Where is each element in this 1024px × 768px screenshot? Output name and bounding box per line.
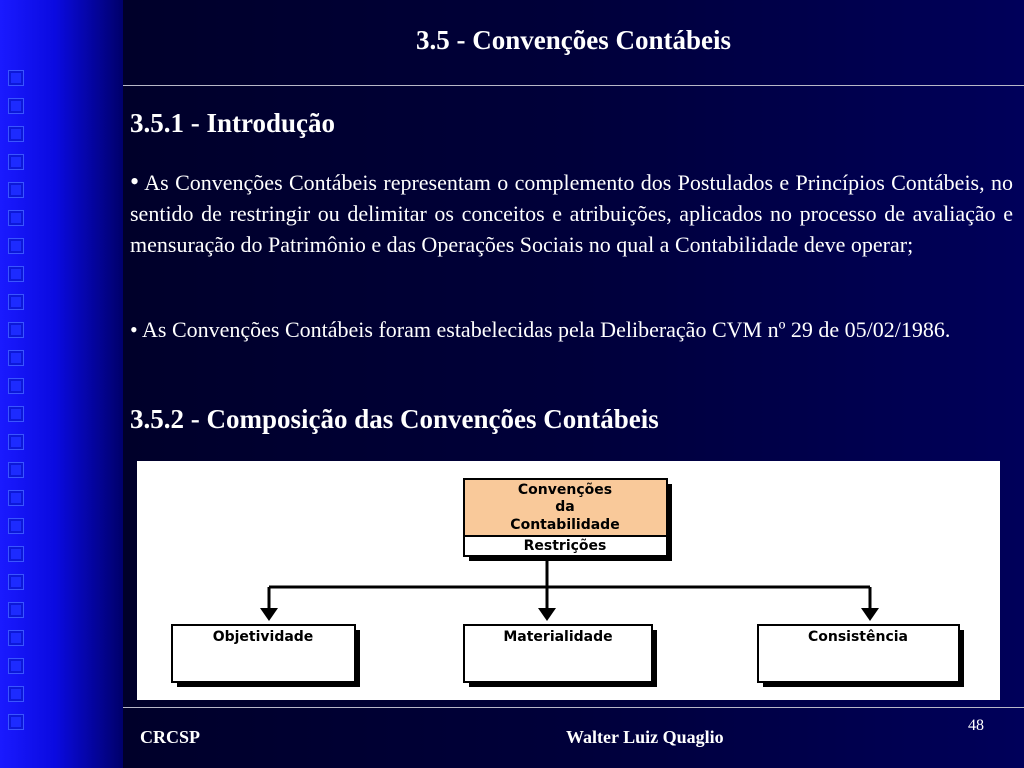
decor-square: [8, 210, 24, 226]
arrowhead-icon: [260, 608, 278, 621]
decor-square: [8, 434, 24, 450]
title-divider: [123, 85, 1024, 86]
decor-square: [8, 462, 24, 478]
decor-square: [8, 518, 24, 534]
child-label-materialidade: Materialidade: [503, 629, 613, 645]
left-decor-band: [0, 0, 123, 768]
decor-square: [8, 182, 24, 198]
decor-square: [8, 154, 24, 170]
root-label-line1: Convenções: [517, 482, 613, 498]
decor-square: [8, 98, 24, 114]
page-number: 48: [968, 717, 984, 734]
decor-square: [8, 658, 24, 674]
bullet-marker: •: [130, 167, 140, 196]
decor-square: [8, 490, 24, 506]
diagram-svg: [137, 461, 1000, 700]
decor-square: [8, 602, 24, 618]
decor-squares: [8, 70, 30, 742]
footer-divider: [123, 707, 1024, 708]
bullet-marker: •: [130, 317, 138, 342]
root-label-line3: Contabilidade: [510, 517, 620, 533]
root-sublabel: Restrições: [523, 538, 607, 554]
decor-square: [8, 238, 24, 254]
decor-square: [8, 574, 24, 590]
decor-square: [8, 322, 24, 338]
decor-square: [8, 266, 24, 282]
decor-square: [8, 714, 24, 730]
slide-title: 3.5 - Convenções Contábeis: [416, 25, 731, 55]
footer-organization: CRCSP: [140, 727, 201, 747]
decor-square: [8, 406, 24, 422]
conventions-diagram: [137, 461, 1000, 700]
bullet-text: As Convenções Contábeis representam o complemento dos Postulados e Princípios Contábeis, no sentido de restringir ou delimitar os conceitos e atribuições, aplicados no processo de avaliação e mensuração do Patrimônio e das Operações Sociais no qual a Contabilidade deve operar;: [130, 170, 1013, 257]
arrowhead-icon: [538, 608, 556, 621]
decor-square: [8, 378, 24, 394]
decor-square: [8, 350, 24, 366]
bullet-text: As Convenções Contábeis foram estabelecidas pela Deliberação CVM nº 29 de 05/02/1986.: [142, 317, 951, 342]
decor-square: [8, 630, 24, 646]
arrowhead-icon: [861, 608, 879, 621]
decor-square: [8, 294, 24, 310]
child-label-objetividade: Objetividade: [212, 629, 314, 645]
bullet-paragraph-2: [130, 313, 1013, 346]
decor-square: [8, 126, 24, 142]
decor-square: [8, 546, 24, 562]
child-label-consistencia: Consistência: [807, 629, 909, 645]
decor-square: [8, 686, 24, 702]
footer-author: Walter Luiz Quaglio: [566, 727, 724, 747]
section-heading-introducao: 3.5.1 - Introdução: [130, 108, 336, 138]
bullet-paragraph-1: [130, 166, 1013, 260]
section-heading-composicao: 3.5.2 - Composição das Convenções Contábeis: [130, 404, 659, 434]
decor-square: [8, 70, 24, 86]
root-label-line2: da: [555, 499, 575, 515]
